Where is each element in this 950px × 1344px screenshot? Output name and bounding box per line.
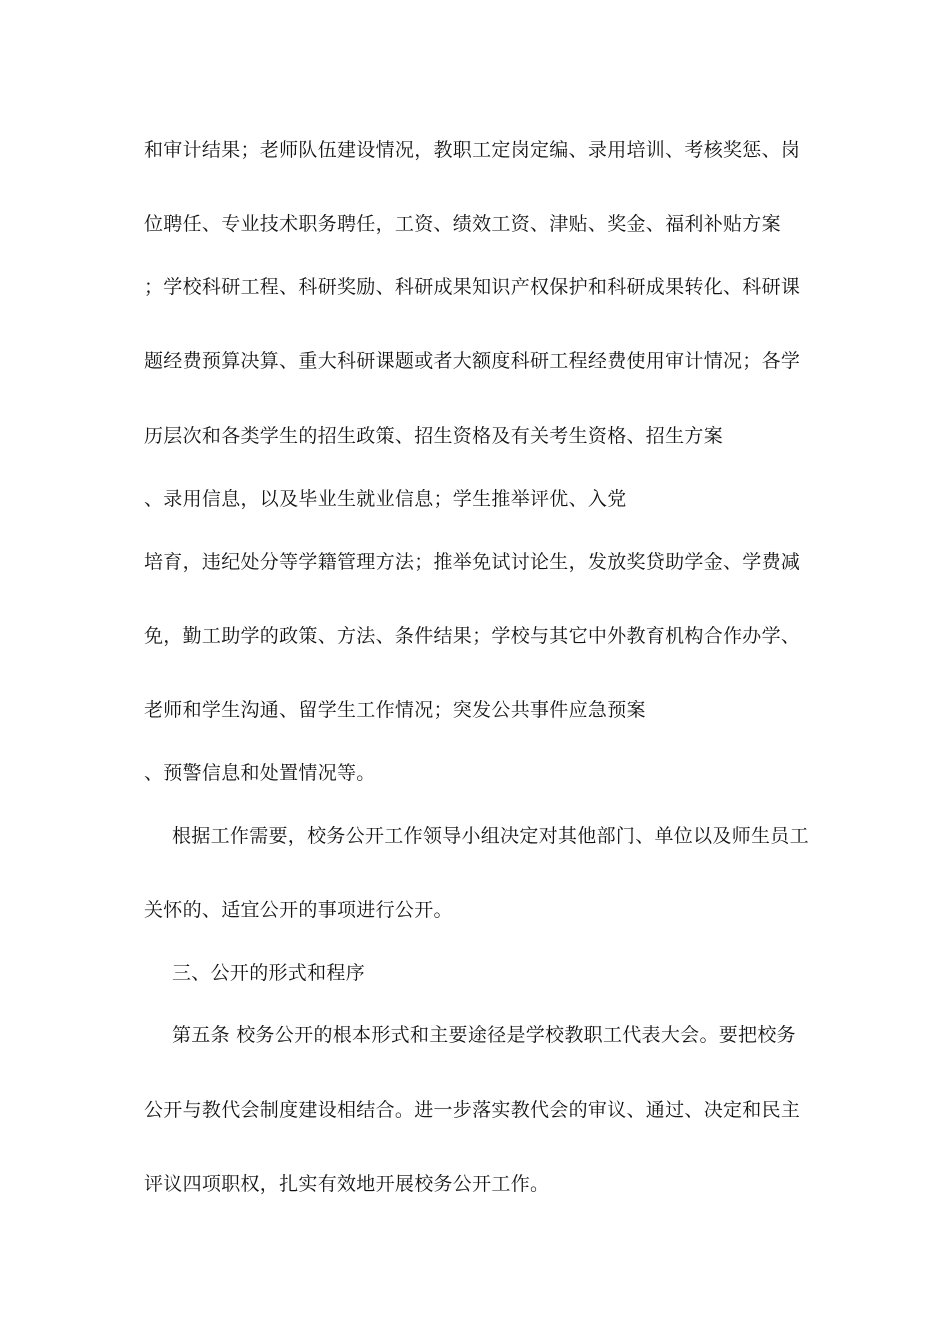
text-line: 历层次和各类学生的招生政策、招生资格及有关考生资格、招生方案	[144, 425, 724, 447]
article-start-line: 第五条 校务公开的根本形式和主要途径是学校教职工代表大会。要把校务	[172, 1024, 796, 1046]
text-line: 和审计结果；老师队伍建设情况，教职工定岗定编、录用培训、考核奖惩、岗	[144, 139, 801, 161]
text-line: 、录用信息，以及毕业生就业信息；学生推举评优、入党	[144, 488, 627, 510]
text-line: 培育，违纪处分等学籍管理方法；推举免试讨论生，发放奖贷助学金、学费减	[144, 551, 801, 573]
text-line: 题经费预算决算、重大科研课题或者大额度科研工程经费使用审计情况；各学	[144, 350, 801, 372]
text-line: 公开与教代会制度建设相结合。进一步落实教代会的审议、通过、决定和民主	[144, 1099, 801, 1121]
section-heading: 三、公开的形式和程序	[172, 962, 366, 984]
paragraph-start-line: 根据工作需要，校务公开工作领导小组决定对其他部门、单位以及师生员工	[172, 825, 809, 847]
text-line: ；学校科研工程、科研奖励、科研成果知识产权保护和科研成果转化、科研课	[144, 276, 801, 298]
text-line: 位聘任、专业技术职务聘任，工资、绩效工资、津贴、奖金、福利补贴方案	[144, 213, 781, 235]
text-line: 免，勤工助学的政策、方法、条件结果；学校与其它中外教育机构合作办学、	[144, 625, 801, 647]
text-line: 评议四项职权，扎实有效地开展校务公开工作。	[144, 1173, 550, 1195]
text-line: 、预警信息和处置情况等。	[144, 762, 376, 784]
text-line: 老师和学生沟通、留学生工作情况；突发公共事件应急预案	[144, 699, 646, 721]
text-line: 关怀的、适宜公开的事项进行公开。	[144, 899, 453, 921]
